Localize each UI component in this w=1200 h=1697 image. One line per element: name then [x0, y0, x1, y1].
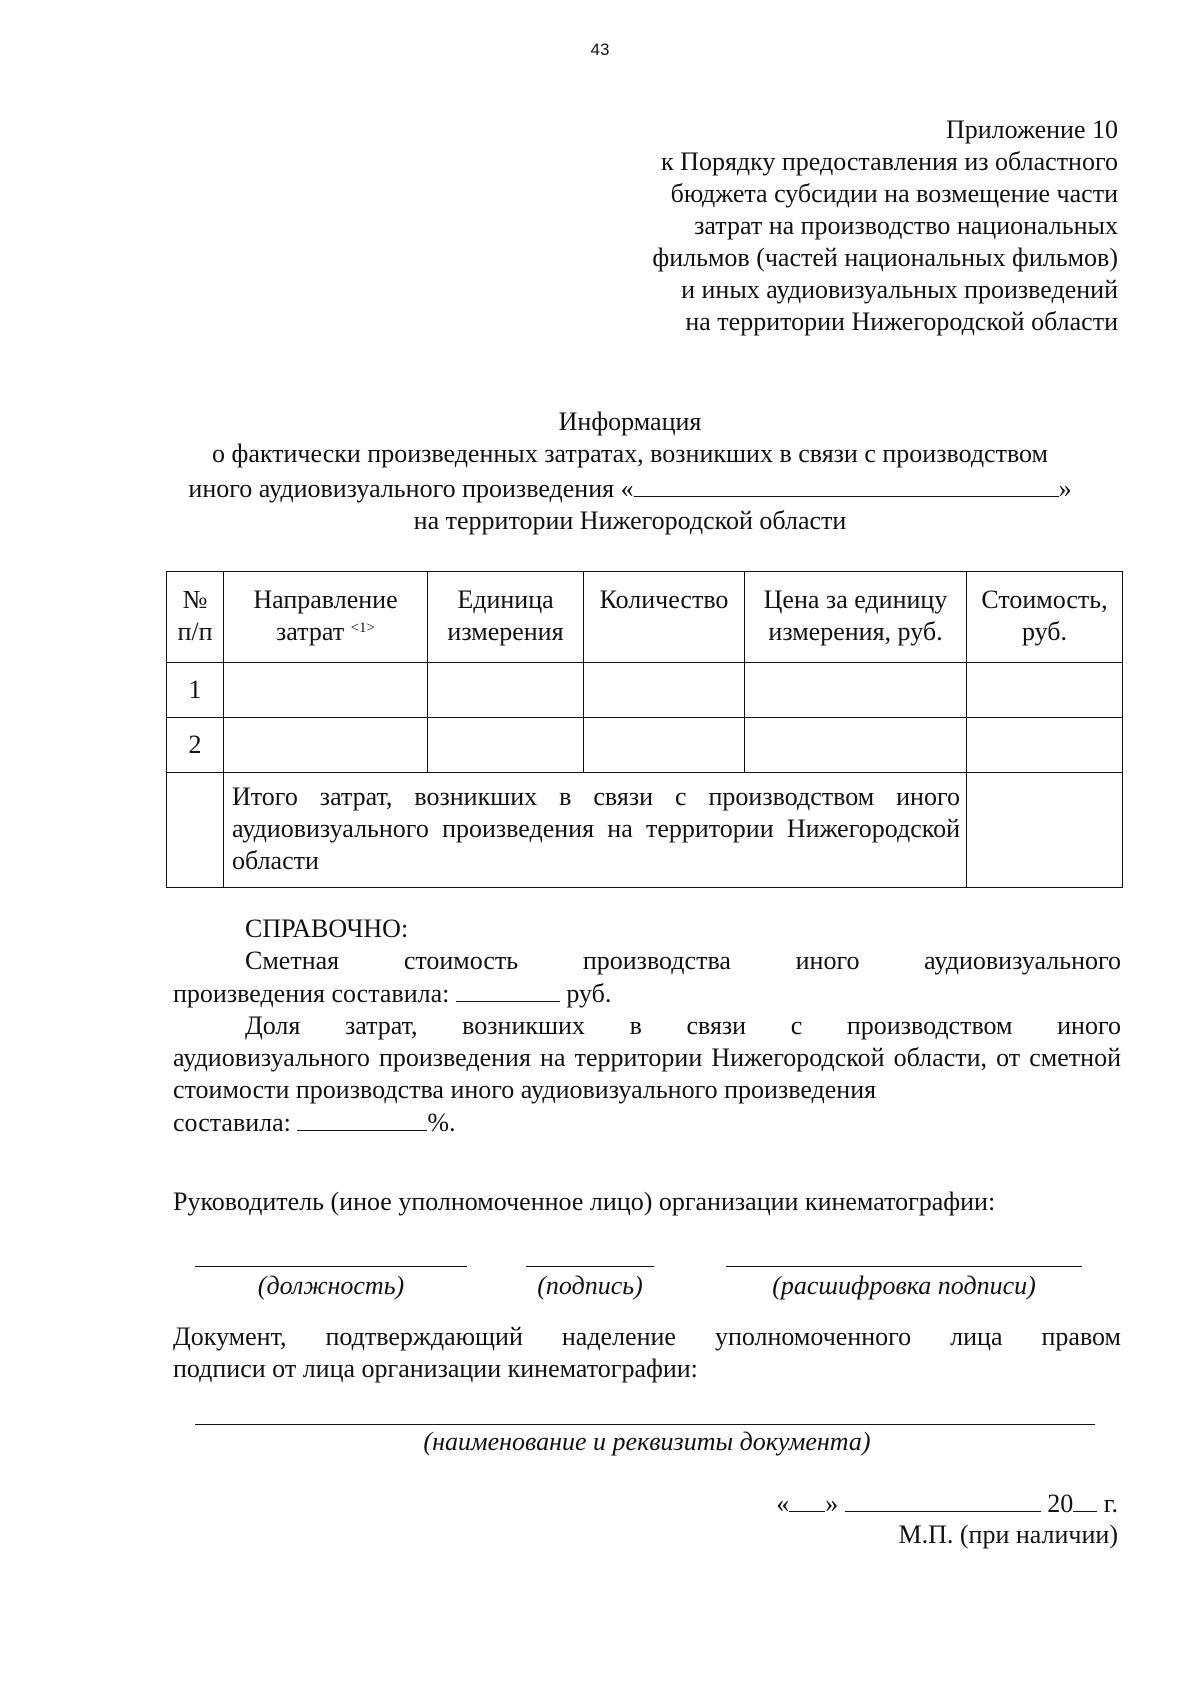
cell-price[interactable]	[745, 718, 967, 773]
cell-unit[interactable]	[428, 663, 584, 718]
cell-direction[interactable]	[224, 718, 428, 773]
year-prefix: 20	[1047, 1489, 1074, 1518]
estimate-line	[173, 977, 1121, 1010]
day-field[interactable]	[789, 1487, 825, 1512]
header-cost: Стоимость, руб.	[967, 572, 1123, 663]
share-percent-field[interactable]	[297, 1106, 427, 1131]
document-line: подписи от лица организации кинематографии:	[173, 1354, 698, 1383]
month-field[interactable]	[845, 1487, 1041, 1512]
decryption-caption: (расшифровка подписи)	[772, 1271, 1036, 1300]
position-line[interactable]	[195, 1266, 467, 1267]
table-header-row	[167, 572, 1123, 663]
appendix-line: и иных аудиовизуальных произведений	[681, 275, 1118, 304]
year-suffix: г.	[1103, 1489, 1118, 1518]
appendix-line: к Порядку предоставления из областного	[661, 147, 1118, 176]
stamp-place: М.П. (при наличии)	[898, 1520, 1118, 1549]
signature-line[interactable]	[526, 1266, 654, 1267]
document-name-line[interactable]	[195, 1424, 1095, 1425]
costs-table	[166, 571, 1123, 888]
appendix-line: фильмов (частей национальных фильмов)	[652, 243, 1118, 272]
share-text: аудиовизуального произведения на территории Нижегородской области, от сметной стоимости производства иного аудиовизуального произведения	[173, 1043, 1121, 1104]
cell-direction[interactable]	[224, 663, 428, 718]
document-caption: (наименование и реквизиты документа)	[423, 1427, 871, 1456]
date-open-quote: «	[776, 1489, 790, 1518]
share-prefix: составила:	[173, 1108, 291, 1137]
estimate-prefix: произведения составила:	[173, 979, 450, 1008]
authority-document-text	[173, 1321, 1121, 1385]
header-direction	[224, 572, 428, 663]
share-line: Доля затрат, возникших в связи с производством иного	[245, 1011, 1121, 1040]
title-line: Информация	[558, 407, 702, 436]
reference-heading: СПРАВОЧНО:	[245, 914, 409, 943]
cell-quantity[interactable]	[584, 718, 745, 773]
cell-cost[interactable]	[967, 718, 1123, 773]
reference-section	[173, 913, 1121, 1139]
title-prefix: иного аудиовизуального произведения «	[188, 474, 634, 503]
estimate-line: Сметная стоимость производства иного аудиовизуального	[245, 946, 1121, 975]
work-title-field[interactable]	[634, 470, 1059, 497]
cell-quantity[interactable]	[584, 663, 745, 718]
title-line: о фактически произведенных затратах, возникших в связи с производством	[211, 439, 1049, 468]
appendix-header	[558, 114, 1118, 338]
position-caption: (должность)	[257, 1271, 405, 1300]
cell-cost[interactable]	[967, 663, 1123, 718]
footnote-marker: <1>	[350, 620, 375, 636]
cell-unit[interactable]	[428, 718, 584, 773]
appendix-line: на территории Нижегородской области	[685, 307, 1118, 336]
decryption-line[interactable]	[726, 1266, 1082, 1267]
total-number-cell	[167, 773, 224, 888]
share-line	[173, 1106, 1121, 1139]
total-cost-cell[interactable]	[967, 773, 1123, 888]
appendix-line: Приложение 10	[945, 115, 1118, 144]
cell-price[interactable]	[745, 663, 967, 718]
row-number: 2	[167, 718, 224, 773]
table-row	[167, 718, 1123, 773]
document-title	[160, 406, 1100, 537]
header-price: Цена за единицу измерения, руб.	[745, 572, 967, 663]
date-line	[776, 1487, 1118, 1520]
estimate-suffix: руб.	[566, 979, 612, 1008]
title-line: на территории Нижегородской области	[413, 506, 847, 535]
year-field[interactable]	[1073, 1487, 1097, 1512]
appendix-line: бюджета субсидии на возмещение части	[670, 179, 1118, 208]
header-unit: Единица измерения	[428, 572, 584, 663]
row-number: 1	[167, 663, 224, 718]
total-label: Итого затрат, возникших в связи с производством иного аудиовизуального произведения на территории Нижегородской области	[224, 773, 967, 888]
signature-caption: (подпись)	[537, 1271, 643, 1300]
estimate-amount-field[interactable]	[456, 977, 560, 1002]
table-total-row	[167, 773, 1123, 888]
date-close-quote: »	[825, 1489, 839, 1518]
header-direction-label: Направление затрат	[253, 585, 398, 646]
page-number: 43	[590, 40, 610, 59]
table-row	[167, 663, 1123, 718]
title-line	[160, 470, 1100, 505]
appendix-line: затрат на производство национальных	[694, 211, 1118, 240]
header-number: № п/п	[167, 572, 224, 663]
manager-label: Руководитель (иное уполномоченное лицо) организации кинематографии:	[173, 1187, 996, 1216]
header-quantity: Количество	[584, 572, 745, 663]
document-line: Документ, подтверждающий наделение уполномоченного лица правом	[173, 1322, 1121, 1351]
share-suffix: %.	[427, 1108, 456, 1137]
title-suffix: »	[1058, 474, 1072, 503]
